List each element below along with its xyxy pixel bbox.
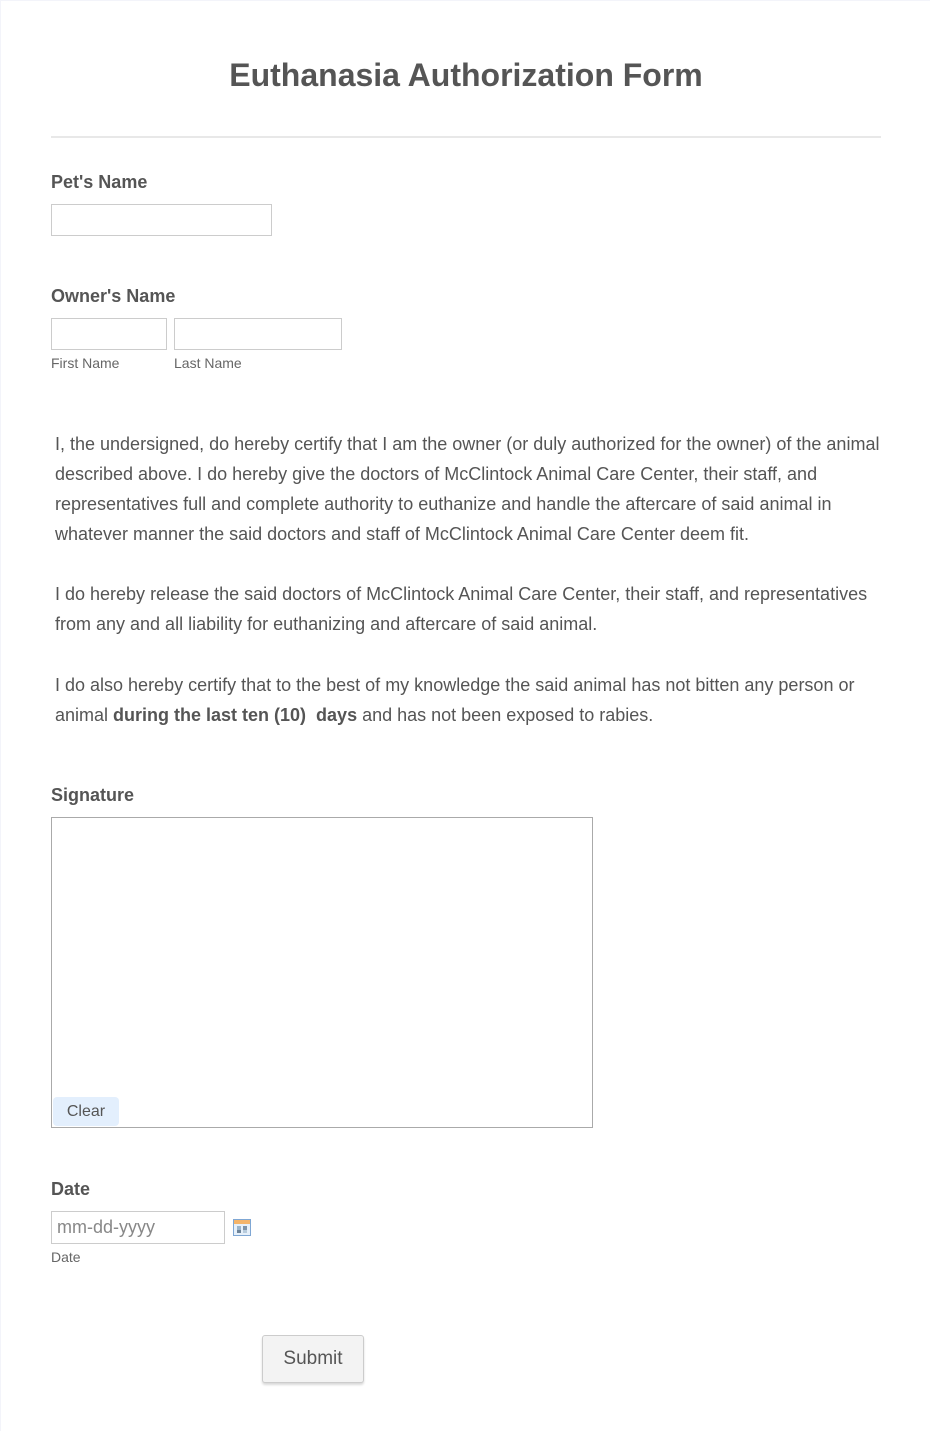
- rabies-text-end: and has not been exposed to rabies.: [357, 705, 654, 725]
- page-title: Euthanasia Authorization Form: [229, 57, 703, 93]
- owner-name-label: Owner's Name: [51, 286, 176, 306]
- date-sublabel: Date: [51, 1249, 81, 1265]
- release-paragraph: I do hereby release the said doctors of McClintock Animal Care Center, their staff, and representatives from any and all liability for euthanizing and aftercare of said animal.: [55, 584, 868, 634]
- rabies-text: I do also hereby certify that to the best of my knowledge the said animal has not bitten any person or animal: [55, 675, 855, 725]
- submit-button[interactable]: Submit: [262, 1335, 364, 1383]
- last-name-sublabel: Last Name: [174, 355, 242, 371]
- pet-name-input[interactable]: [51, 204, 272, 236]
- authorization-paragraph: I, the undersigned, do hereby certify that I am the owner (or duly authorized for the owner) of the animal described above. I do hereby give the doctors of McClintock Animal Care Center, their staff, and representatives full and complete authority to euthanize and handle the aftercare of said animal in whatever manner the said doctors and staff of McClintock Animal Care Center deem fit.: [55, 434, 880, 544]
- last-name-input[interactable]: [174, 318, 342, 350]
- form-container: [1, 1, 930, 1431]
- clear-signature-button[interactable]: Clear: [53, 1097, 119, 1126]
- first-name-sublabel: First Name: [51, 355, 120, 371]
- date-input[interactable]: [51, 1211, 225, 1244]
- signature-pad[interactable]: [51, 817, 593, 1128]
- rabies-paragraph: [55, 670, 885, 730]
- calendar-icon[interactable]: [233, 1219, 251, 1236]
- date-label: Date: [51, 1179, 91, 1199]
- rabies-emphasis: during the last ten (10) days: [113, 705, 358, 725]
- divider: [51, 136, 881, 138]
- first-name-input[interactable]: [51, 318, 167, 350]
- pet-name-label: Pet's Name: [51, 172, 148, 192]
- signature-label: Signature: [51, 785, 135, 805]
